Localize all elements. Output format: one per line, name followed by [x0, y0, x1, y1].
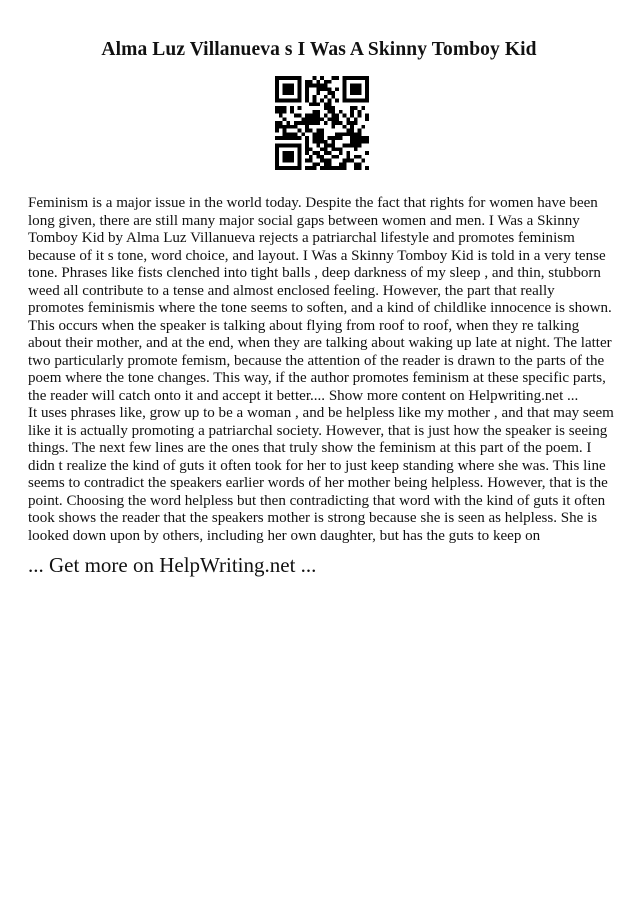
get-more-link[interactable]: ... Get more on HelpWriting.net ...	[28, 553, 317, 577]
paragraph-1: Feminism is a major issue in the world today. Despite the fact that rights for women have been long given, there are still many major social gaps between women and men. I Was a Skinny Tomboy Kid by Alma Luz Villanueva rejects a patriarchal lifestyle and promotes feminism because of it s tone, word choice, and layout. I Was a Skinny Tomboy Kid is told in a very tense tone. Phrases like fists clenched into tight balls , deep darkness of my sleep , and thin, stubborn weed all contribute to a tense and almost enclosed feeling. However, the part that really promotes feminismis where the tone seems to soften, and a kind of childlike innocence is shown. This occurs when the speaker is talking about flying from roof to roof, when they re talking about their mother, and at the end, when they are talking about waking up late at night. The latter two particularly promote femism, because the attention of the reader is drawn to the parts of the poem where the tone changes. This way, if the author promotes feminism at these specific parts, the reader will catch onto it and accept it better.... Show more content on Helpwriting.net ...	[28, 195, 612, 404]
paragraph-2: It uses phrases like, grow up to be a woman , and be helpless like my mother , and that may seem like it is actually promoting a patriarchal society. However, that is just how the speaker is seeing things. The next few lines are the ones that truly show the feminism at this part of the poem. I didn t realize the kind of guts it often took for her to just keep standing where she was. This line seems to contradict the speakers earlier words of her mother being helpless. However, that is the point. Choosing the word helpless but then contradicting that word with the kind of guts it often took shows the reader that the speakers mother is strong because she is seen as helpless. She is looked down upon by others, including her own daughter, but has the guts to keep on	[28, 405, 614, 544]
document-body	[28, 195, 614, 545]
qr-code-icon	[275, 76, 369, 170]
document-title: Alma Luz Villanueva s I Was A Skinny Tomboy Kid	[101, 39, 537, 60]
